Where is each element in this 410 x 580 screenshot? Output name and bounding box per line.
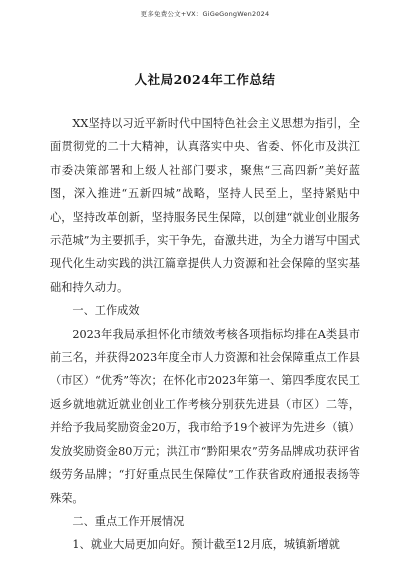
- achievements-paragraph: 2023年我局承担怀化市绩效考核各项指标均排在A类县市前三名，并获得2023年度全市人力资源和社会保障重点工作县（市区）“优秀”等次；在怀化市2023年第一、第四季度农民工返乡就地就近就业创业工作考核分别获先进县（市区）二等，并给予我局奖励资金20万，我市给予19个被评为先进乡（镇）发放奖励资金80万元；洪江市“黔阳果农”劳务品牌成功获评省级劳务品牌；“打好重点民生保障仗”工作获省政府通报表扬等殊荣。: [50, 327, 360, 505]
- section-heading-achievements: 一、工作成效: [72, 304, 140, 318]
- intro-paragraph: XX坚持以习近平新时代中国特色社会主义思想为指引，全面贯彻党的二十大精神，认真落实中央、省委、怀化市及洪江市委决策部署和上级人社部门要求，聚焦“三高四新”美好蓝图，深入推进“五新四城”战略，坚持人民至上，坚持紧贴中心，坚持改革创新，坚持服务民生保障，以创建“就业创业服务示范城”为主要抓手，实干争先，奋激共进，为全力谱写中国式现代化生动实践的洪江篇章提供人力资源和社会保障的坚实基础和持久动力。: [50, 117, 360, 294]
- document-body: [50, 112, 360, 557]
- document-title: 人社局2024年工作总结: [134, 72, 276, 87]
- header-note: 更多免费公文+VX：GiGeGongWen2024: [140, 10, 270, 18]
- key-work-paragraph: 1、就业大局更加向好。预计截至12月底，城镇新增就: [72, 538, 340, 552]
- section-heading-key-work: 二、重点工作开展情况: [72, 514, 185, 528]
